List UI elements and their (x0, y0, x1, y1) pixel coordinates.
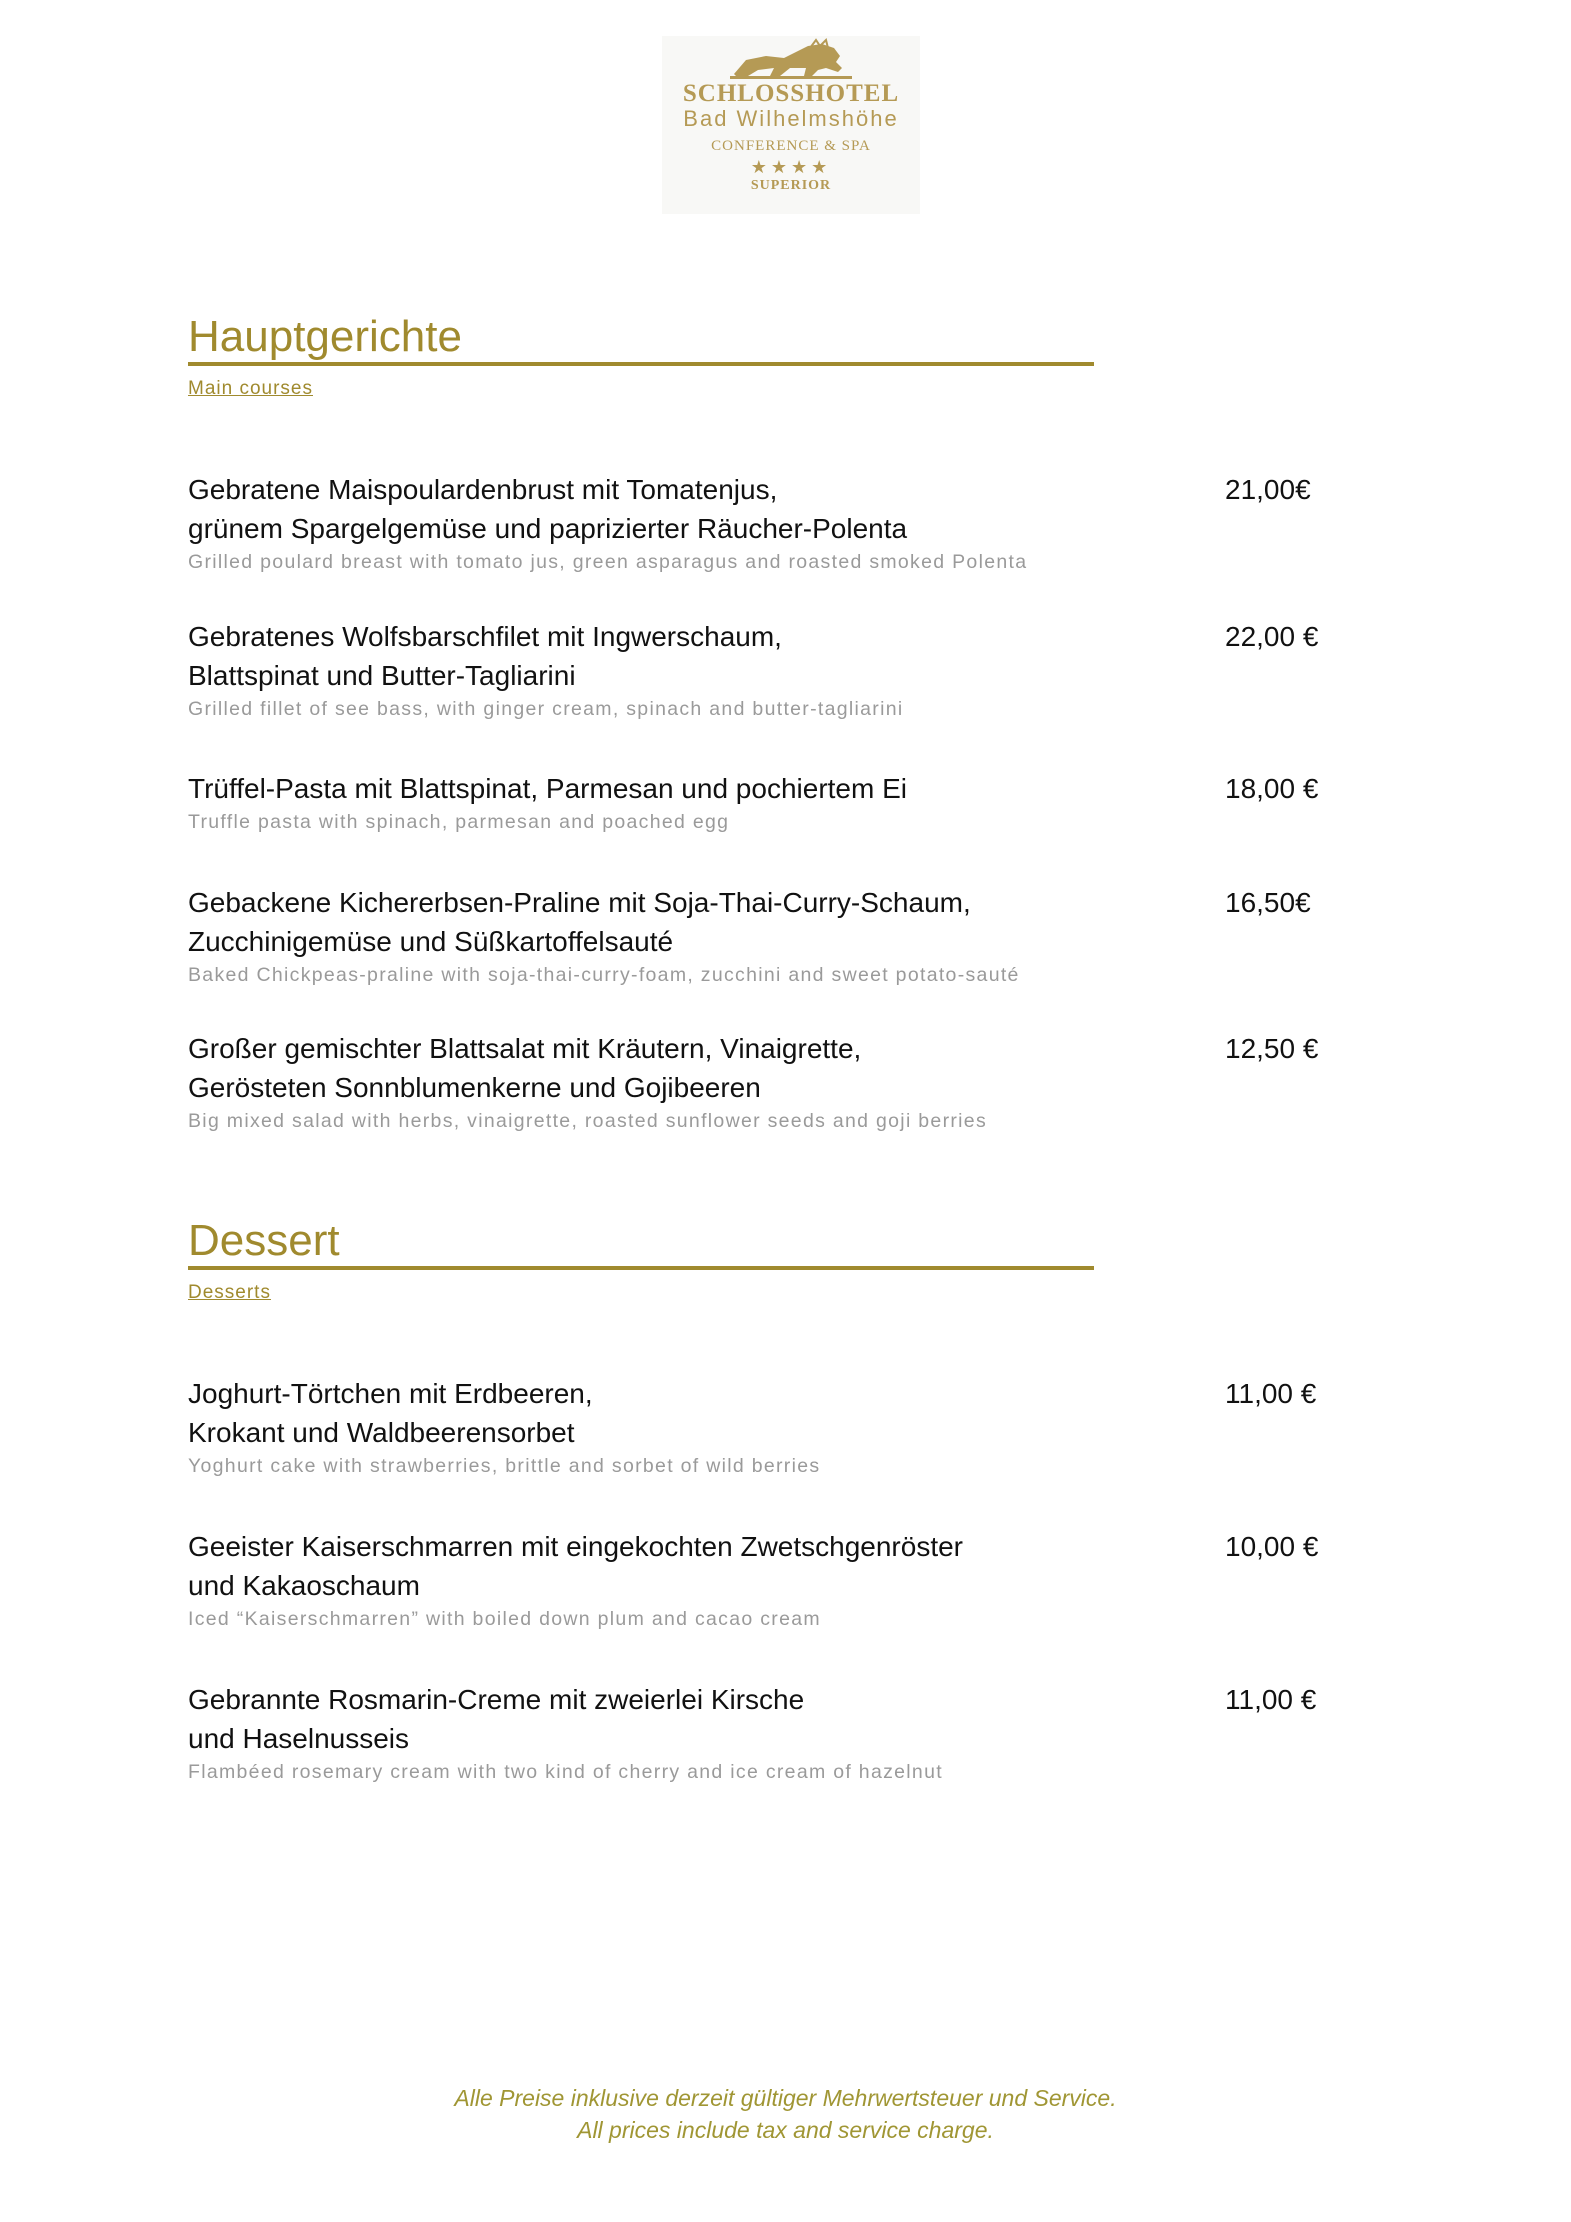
dish-description: Iced “Kaiserschmarren” with boiled down plum and cacao cream (188, 1608, 821, 1630)
dish-price: 11,00 € (1225, 1378, 1317, 1409)
footer-note-english: All prices include tax and service charge. (577, 2117, 994, 2143)
logo-subtitle: CONFERENCE & SPA (711, 138, 871, 154)
dish-price: 22,00 € (1225, 621, 1319, 652)
dish-description: Big mixed salad with herbs, vinaigrette, roasted sunflower seeds and goji berries (188, 1110, 987, 1132)
dish-price: 10,00 € (1225, 1531, 1319, 1562)
menu-item (188, 1374, 1338, 1479)
menu-item (188, 1680, 1338, 1785)
dish-name: Gebratenes Wolfsbarschfilet mit Ingwerschaum, Blattspinat und Butter-Tagliarini (188, 621, 782, 691)
dish-price: 12,50 € (1225, 1033, 1319, 1064)
section-title-main-courses: Hauptgerichte (188, 312, 1094, 366)
dish-name: Gebackene Kichererbsen-Praline mit Soja-Thai-Curry-Schaum, Zucchinigemüse und Süßkartoffelsauté (188, 887, 971, 957)
section-title-desserts: Dessert (188, 1216, 1094, 1270)
dish-name: Trüffel-Pasta mit Blattspinat, Parmesan und pochiertem Ei (188, 773, 907, 804)
logo-title: SCHLOSSHOTEL (682, 80, 900, 107)
footer-note-german: Alle Preise inklusive derzeit gültiger Mehrwertsteuer und Service. (454, 2085, 1117, 2111)
dish-description: Truffle pasta with spinach, parmesan and poached egg (188, 811, 730, 833)
dish-description: Grilled fillet of see bass, with ginger cream, spinach and butter-tagliarini (188, 698, 904, 720)
dish-description: Yoghurt cake with strawberries, brittle and sorbet of wild berries (188, 1455, 821, 1477)
dish-name: Gebrannte Rosmarin-Creme mit zweierlei Kirsche und Haselnusseis (188, 1684, 805, 1754)
dish-name: Großer gemischter Blattsalat mit Kräutern, Vinaigrette, Gerösteten Sonnblumenkerne und Gojibeeren (188, 1033, 862, 1103)
section-subtitle-desserts: Desserts (188, 1282, 271, 1303)
section-subtitle-main-courses: Main courses (188, 378, 313, 399)
dish-price: 21,00€ (1225, 474, 1311, 505)
lion-icon (726, 38, 856, 80)
hotel-logo (662, 36, 920, 214)
dish-description: Baked Chickpeas-praline with soja-thai-curry-foam, zucchini and sweet potato-sauté (188, 964, 1020, 986)
menu-item (188, 1527, 1338, 1632)
dish-price: 16,50€ (1225, 887, 1311, 918)
dish-name: Gebratene Maispoulardenbrust mit Tomatenjus, grünem Spargelgemüse und paprizierter Räucher-Polenta (188, 474, 908, 544)
dish-price: 18,00 € (1225, 773, 1319, 804)
menu-item (188, 769, 1338, 835)
menu-item (188, 617, 1338, 722)
menu-item (188, 883, 1338, 988)
logo-stars: ★★★★ (750, 157, 832, 177)
dish-name: Joghurt-Törtchen mit Erdbeeren, Krokant und Waldbeerensorbet (188, 1378, 593, 1448)
menu-item (188, 1029, 1338, 1134)
logo-location: Bad Wilhelmshöhe (683, 106, 899, 131)
menu-item (188, 470, 1338, 575)
logo-rating: SUPERIOR (750, 178, 832, 193)
dish-price: 11,00 € (1225, 1684, 1317, 1715)
dish-description: Flambéed rosemary cream with two kind of cherry and ice cream of hazelnut (188, 1761, 943, 1783)
dish-description: Grilled poulard breast with tomato jus, green asparagus and roasted smoked Polenta (188, 551, 1028, 573)
dish-name: Geeister Kaiserschmarren mit eingekochten Zwetschgenröster und Kakaoschaum (188, 1531, 964, 1601)
